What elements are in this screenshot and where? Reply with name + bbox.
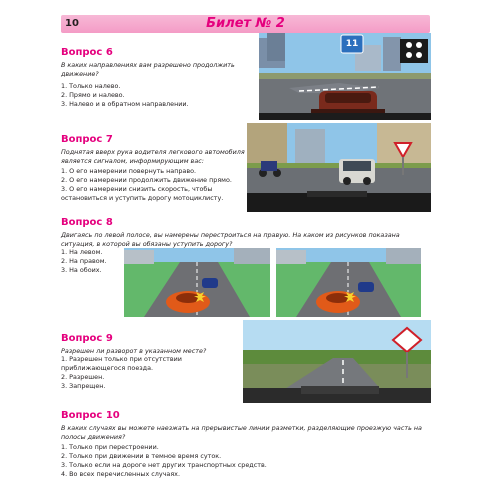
question-6-illustration (259, 33, 431, 120)
question-8-answer-2[interactable]: 2. На правом. (61, 256, 107, 265)
question-10-answer-2[interactable]: 2. Только при движении в темное время суток. (61, 451, 222, 460)
question-9-answers (61, 355, 241, 391)
question-6-answer-3[interactable]: 3. Налево и в обратном направлении. (61, 99, 189, 108)
q6-sign-text: 11 (345, 39, 359, 49)
question-9-answer-2[interactable]: 2. Разрешен. (61, 372, 105, 381)
question-9-title: Вопрос 9 (61, 333, 113, 344)
question-8-answers (61, 248, 121, 275)
question-7-answer-2[interactable]: 2. О его намерении продолжить движение прямо. (61, 175, 232, 184)
question-8-illustration-left (124, 248, 270, 317)
question-10-answer-3[interactable]: 3. Только если на дороге нет других транспортных средств. (61, 460, 267, 469)
question-6-answer-1[interactable]: 1. Только налево. (61, 82, 121, 90)
question-7-answer-1[interactable]: 1. О его намерении повернуть направо. (61, 167, 197, 175)
question-7-text: Поднятая вверх рука водителя легкового автомобиля является сигналом, информирующим вас: (61, 148, 245, 165)
question-6-text: В каких направлениях вам разрешено продолжить движение? (61, 61, 235, 78)
question-9-answer-1[interactable]: 1. Разрешен только при отсутствии приближающегося поезда. (61, 355, 182, 372)
question-6-answer-2[interactable]: 2. Прямо и налево. (61, 90, 125, 99)
question-8-illustration-right (276, 248, 421, 317)
page-number: 10 (65, 18, 79, 29)
question-6-answers (61, 82, 241, 109)
question-10-answers (61, 443, 427, 479)
question-9-text: Разрешен ли разворот в указанном месте? (61, 347, 207, 355)
question-8-text: Двигаясь по левой полосе, вы намерены перестроиться на правую. На каком из рисунков показана ситуация, в которой вы обязаны уступить дорогу? (61, 231, 400, 248)
question-7-answer-3[interactable]: 3. О его намерении снизить скорость, чтобы остановиться и уступить дорогу мотоциклисту. (61, 184, 224, 202)
question-9-illustration (243, 320, 431, 403)
question-8-answer-3[interactable]: 3. На обоих. (61, 265, 102, 274)
ticket-title: Билет № 2 (206, 16, 285, 31)
question-8-title: Вопрос 8 (61, 217, 113, 228)
question-9-answer-3[interactable]: 3. Запрещен. (61, 381, 106, 390)
question-7-illustration (247, 123, 431, 212)
question-7-title: Вопрос 7 (61, 134, 113, 145)
question-6-title: Вопрос 6 (61, 47, 113, 58)
question-8-answer-1[interactable]: 1. На левом. (61, 248, 103, 256)
question-10-answer-1[interactable]: 1. Только при перестроении. (61, 443, 159, 451)
question-10-answer-4[interactable]: 4. Во всех перечисленных случаях. (61, 469, 180, 478)
question-7-answers (61, 167, 241, 203)
question-10-title: Вопрос 10 (61, 410, 120, 421)
question-10-text: В каких случаях вы можете наезжать на прерывистые линии разметки, разделяющие проезжую часть на полосы движения? (61, 424, 422, 441)
